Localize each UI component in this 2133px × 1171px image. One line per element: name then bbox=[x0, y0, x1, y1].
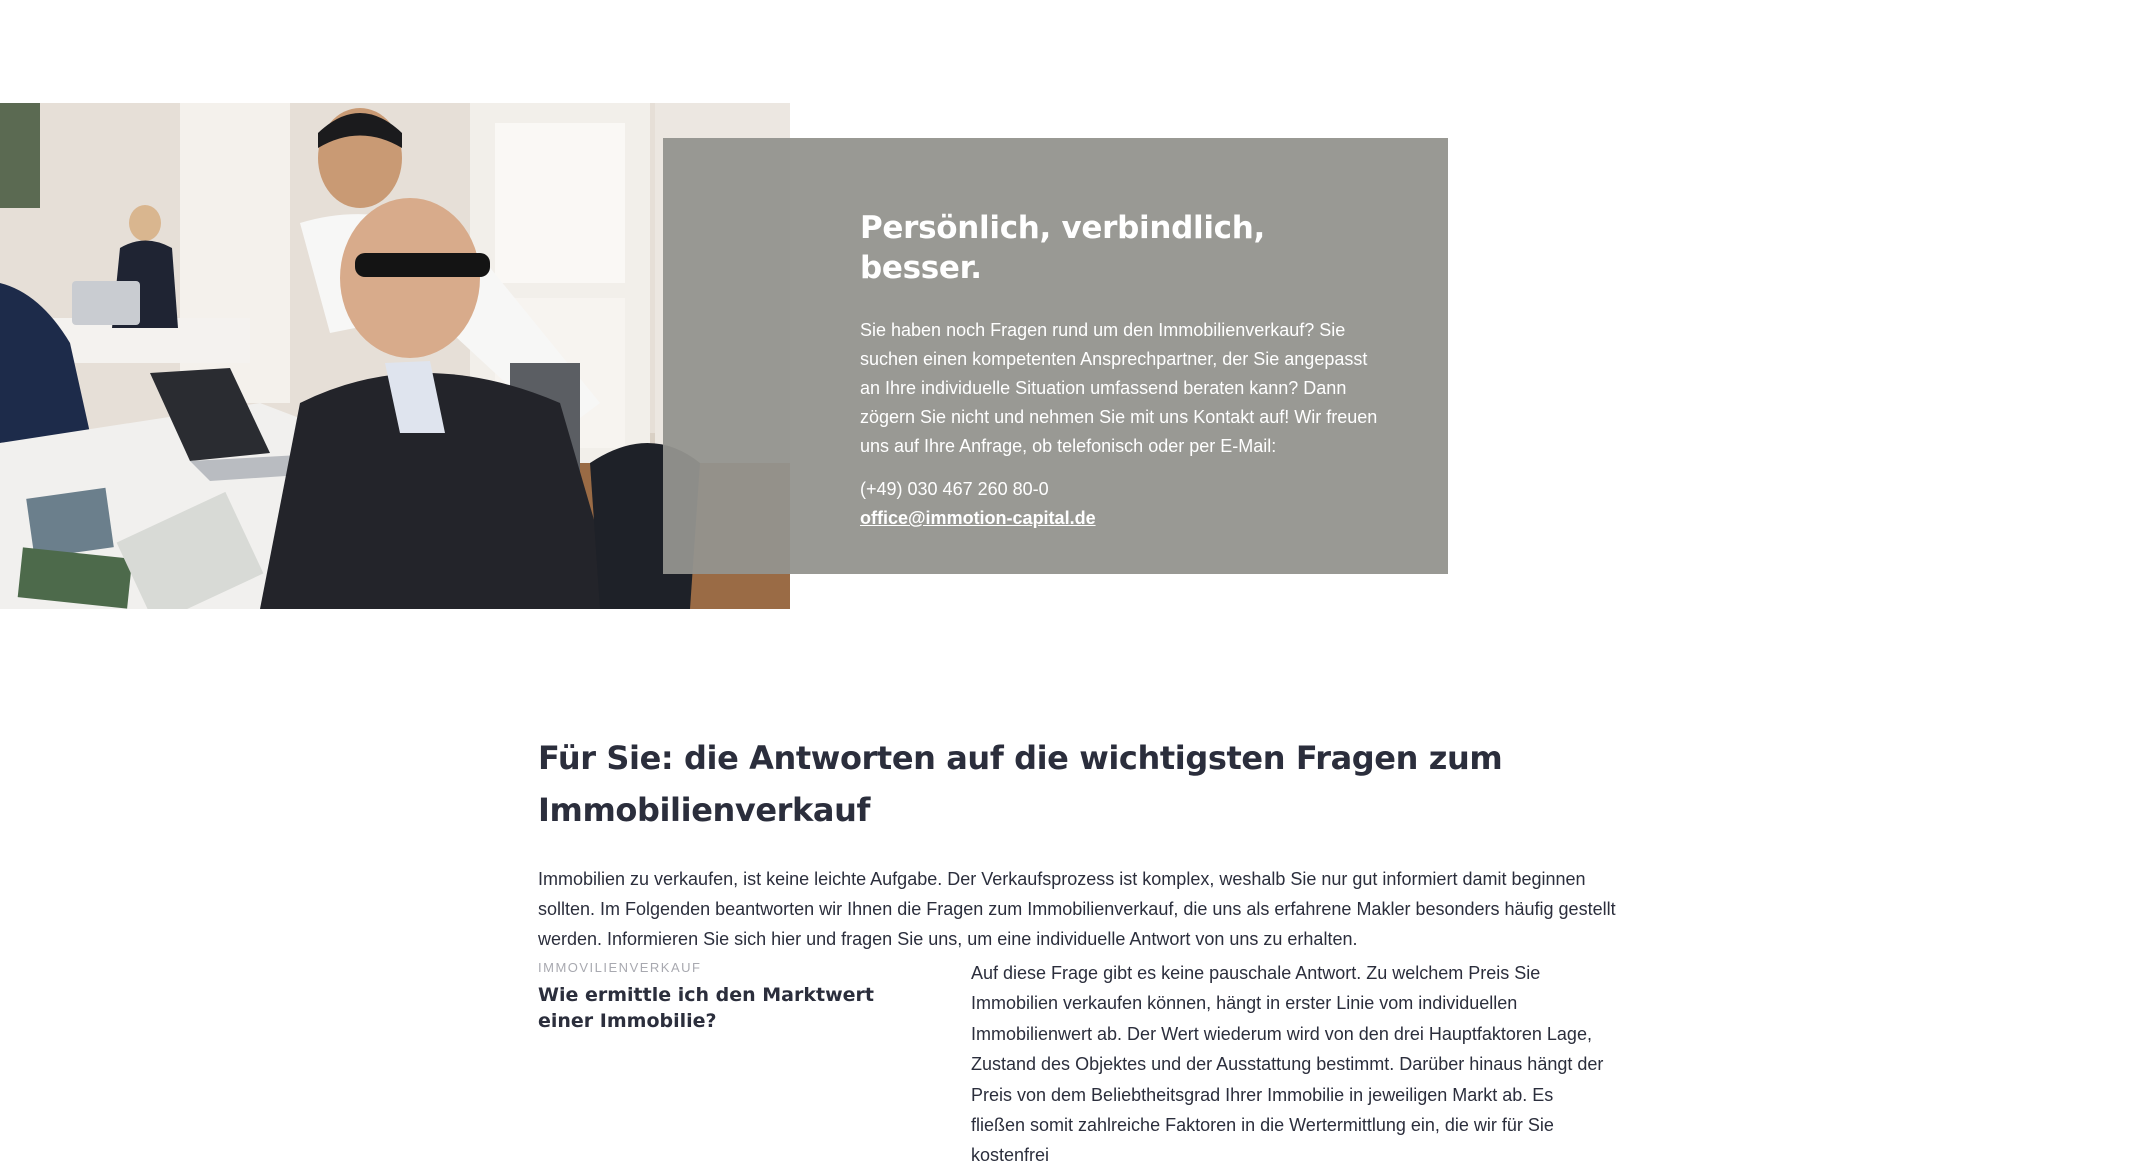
faq-intro-text: Immobilien zu verkaufen, ist keine leichte Aufgabe. Der Verkaufsprozess ist komplex, weshalb Sie nur gut informiert damit beginnen sollten. Im Folgenden beantworten wir Ihnen die Fragen zum Immobilienverkauf, die uns als erfahrene Makler besonders häufig gestellt werden. Informieren Sie sich hier und fragen Sie uns, um eine individuelle Antwort von uns zu erhalten. bbox=[538, 869, 1616, 949]
faq-answer: Auf diese Frage gibt es keine pauschale Antwort. Zu welchem Preis Sie Immobilien verkaufen können, hängt in erster Linie vom individuellen Immobilienwert ab. Der Wert wiederum wird von den drei Hauptfaktoren Lage, Zustand des Objektes und der Ausstattung bestimmt. Darüber hinaus hängt der Preis von dem Beliebtheitsgrad Ihrer Immobilie in jeweiligen Markt ab. Es fließen somit zahlreiche Faktoren in die Wertermittlung ein, die wir für Sie kostenfrei bbox=[971, 963, 1604, 1166]
contact-card-content bbox=[860, 208, 1380, 533]
faq-question-column bbox=[538, 958, 898, 1034]
contact-card bbox=[663, 138, 1448, 574]
contact-email-link[interactable]: office@immotion-capital.de bbox=[860, 508, 1096, 528]
contact-card-title: Persönlich, verbindlich, besser. bbox=[860, 210, 1265, 286]
faq-question: Wie ermittle ich den Marktwert einer Immobilie? bbox=[538, 984, 874, 1032]
faq-intro bbox=[538, 732, 1628, 954]
faq-category-label: IMMOVILIENVERKAUF bbox=[538, 960, 702, 975]
contact-card-text: Sie haben noch Fragen rund um den Immobilienverkauf? Sie suchen einen kompetenten Ansprechpartner, der Sie angepasst an Ihre individuelle Situation umfassend beraten kann? Dann zögern Sie nicht und nehmen Sie mit uns Kontakt auf! Wir freuen uns auf Ihre Anfrage, ob telefonisch oder per E-Mail: bbox=[860, 320, 1378, 456]
contact-phone: (+49) 030 467 260 80-0 bbox=[860, 479, 1049, 499]
faq-heading: Für Sie: die Antworten auf die wichtigsten Fragen zum Immobilienverkauf bbox=[538, 739, 1503, 829]
